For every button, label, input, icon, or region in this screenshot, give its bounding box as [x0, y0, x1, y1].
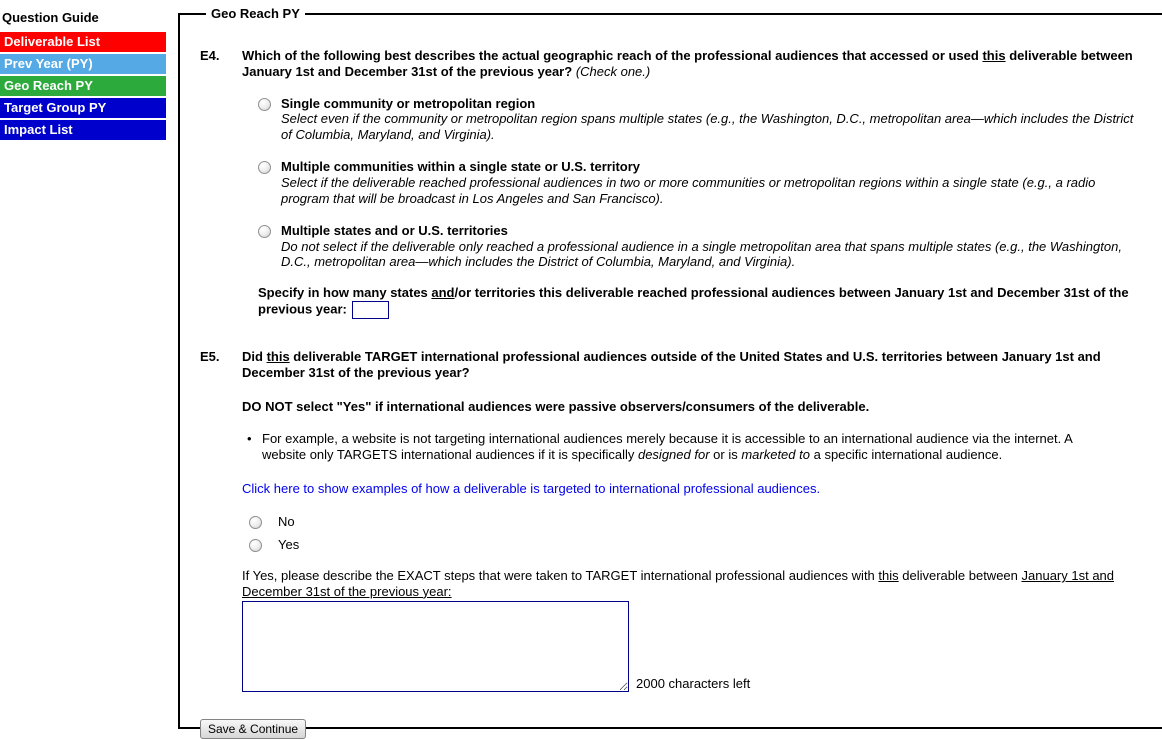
e5-body: [242, 399, 1144, 692]
e4-option-single-community: [258, 96, 1142, 144]
show-examples-link[interactable]: Click here to show examples of how a deliverable is targeted to international professional audiences.: [242, 481, 821, 497]
sidebar-item-deliverable-list[interactable]: Deliverable List: [0, 32, 166, 52]
e5-option-no: [249, 514, 1144, 530]
ifyes-this-underlined: this: [878, 568, 899, 584]
question-e5-text: [242, 349, 1142, 381]
specify-and-underlined: and: [431, 285, 455, 301]
specify-text-pre: Specify in how many states: [258, 285, 432, 301]
textarea-row: [242, 601, 1144, 692]
e4-text-this-underlined: this: [982, 47, 1006, 63]
question-guide-sidebar: [0, 10, 166, 142]
option-description: Select if the deliverable reached professional audiences in two or more communities or metropolitan regions within a single state (e.g., a radio program that will be broadcast in Los Angeles and San Francisco).: [281, 175, 1096, 206]
radio-no[interactable]: [249, 516, 262, 529]
bullet-icon: •: [247, 430, 252, 446]
question-e5-number: E5.: [200, 349, 220, 365]
do-not-select-warning: DO NOT select "Yes" if international audiences were passive observers/consumers of the deliverable.: [242, 398, 870, 414]
e4-text-pre: Which of the following best describes the actual geographic reach of the professional audiences that accessed or used: [242, 47, 983, 63]
example-bullet-text: [262, 431, 1110, 463]
sidebar-item-prev-year[interactable]: Prev Year (PY): [0, 54, 166, 74]
e5-text-pre: Did: [242, 349, 267, 365]
e4-option-multiple-states: [258, 223, 1142, 271]
e5-option-yes: [249, 537, 1144, 553]
radio-no-label[interactable]: No: [278, 514, 295, 530]
sidebar-item-target-group[interactable]: Target Group PY: [0, 98, 166, 118]
ifyes-dates-underlined: January 1st and December 31st of the previous year:: [242, 568, 1115, 599]
e4-text-mid: deliverable between January 1st and December 31st of the previous year?: [242, 47, 1133, 79]
option-title[interactable]: Single community or metropolitan region: [281, 95, 536, 111]
ifyes-text-mid: deliverable between: [898, 568, 1022, 584]
option-description: Select even if the community or metropolitan region spans multiple states (e.g., the Washington, D.C., metropolitan area—which includes the District of Columbia, Maryland, and Virginia).: [281, 111, 1134, 143]
example-bullet: [242, 431, 1110, 463]
save-continue-button[interactable]: Save & Continue: [200, 719, 306, 739]
geo-reach-fieldset: [178, 6, 1162, 736]
option-title[interactable]: Multiple communities within a single state or U.S. territory: [281, 159, 641, 175]
target-steps-textarea[interactable]: [242, 601, 629, 692]
save-row: [200, 719, 1160, 739]
sidebar-title: Question Guide: [2, 10, 99, 25]
e4-option-multiple-communities: [258, 159, 1142, 207]
bullet-text-post: a specific international audience.: [809, 446, 1003, 462]
sidebar-item-impact-list[interactable]: Impact List: [0, 120, 166, 140]
radio-multiple-states[interactable]: [258, 225, 271, 238]
question-e4: [200, 48, 1160, 80]
states-count-input[interactable]: [352, 301, 389, 319]
radio-yes-label[interactable]: Yes: [278, 537, 300, 553]
radio-multiple-communities[interactable]: [258, 161, 271, 174]
option-description: Do not select if the deliverable only reached a professional audience in a single metropolitan area that spans multiple states (e.g., the Washington, D.C., metropolitan area—which includes the District of Columbia, Maryland, and Virginia).: [281, 238, 1122, 270]
bullet-marketed-to-italic: marketed to: [741, 446, 810, 462]
question-e4-number: E4.: [200, 47, 220, 63]
ifyes-text-pre: If Yes, please describe the EXACT steps that were taken to TARGET international professional audiences with: [242, 568, 879, 584]
e5-text-this-underlined: this: [266, 349, 290, 365]
fieldset-legend: Geo Reach PY: [211, 6, 300, 21]
radio-yes[interactable]: [249, 539, 262, 552]
if-yes-instructions: [242, 568, 1118, 600]
option-title[interactable]: Multiple states and or U.S. territories: [281, 222, 508, 238]
radio-single-community[interactable]: [258, 98, 271, 111]
e5-text-post: deliverable TARGET international professional audiences outside of the United States and U.S. territories between January 1st and December 31st of the previous year?: [242, 349, 1101, 381]
question-e4-text: [242, 48, 1142, 80]
question-e5: [200, 349, 1160, 381]
e4-check-one-note: (Check one.): [575, 63, 651, 79]
specify-text-post: /or territories this deliverable reached professional audiences between January 1st and December 31st of the previous year:: [258, 285, 1129, 317]
bullet-text-pre: For example, a website is not targeting international audiences merely because it is accessible to an international audience via the internet. A website only TARGETS international audiences if it is specifically: [262, 430, 1073, 462]
specify-states-label: [258, 285, 1160, 319]
bullet-text-mid: or is: [709, 446, 742, 462]
sidebar-item-geo-reach[interactable]: Geo Reach PY: [0, 76, 166, 96]
characters-left-counter: 2000 characters left: [636, 675, 751, 691]
bullet-designed-for-italic: designed for: [637, 446, 710, 462]
